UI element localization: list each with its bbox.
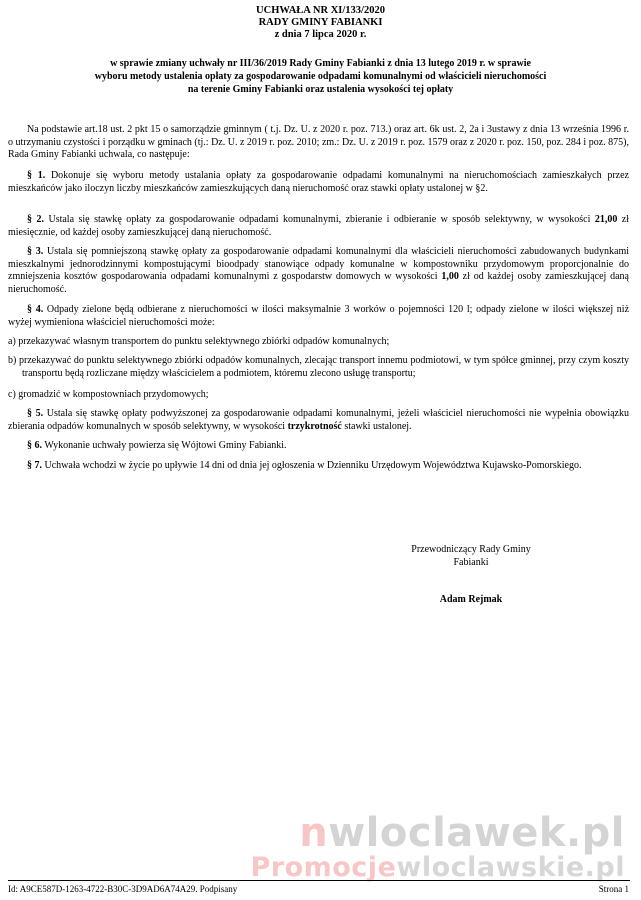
- section-text: Ustala się stawkę opłaty podwyższonej za gospodarowanie odpadami komunalnymi, jeżeli właściciel nieruchomości nie wypełnia obowiązku zbierania odpadów komunalnych w sposób selektywny, w wysokości: [8, 408, 629, 432]
- subject-line: wyboru metody ustalenia opłaty za gospodarowanie odpadami komunalnymi od właścicieli nieruchomości: [94, 71, 547, 82]
- subject-line: na terenie Gminy Fabianki oraz ustalenia wysokości tej opłaty: [187, 84, 454, 95]
- section-text: Dokonuje się wyboru metody ustalania opłaty za gospodarowanie odpadami komunalnymi na nieruchomościach zamieszkałych przez mieszkańców jako iloczyn liczby mieszkańców zamieszkujących daną nieruchomość oraz stawki opłaty ustalonej w §2.: [8, 170, 629, 194]
- section-7: [8, 460, 629, 473]
- section-text: Wykonanie uchwały powierza się Wójtowi Gminy Fabianki.: [44, 440, 287, 451]
- section-text: stawki ustalonej.: [341, 420, 412, 432]
- watermark-accent: n: [299, 810, 329, 856]
- section-mark: § 2.: [27, 214, 44, 225]
- rate-multiplier: trzykrotność: [287, 420, 342, 432]
- watermark-logo: [250, 852, 625, 883]
- section-text: Ustala się stawkę opłaty za gospodarowanie odpadami komunalnymi, zbieranie i odbieranie w sposób selektywny, w wysokości: [48, 214, 595, 225]
- footer-divider: [8, 880, 630, 881]
- watermark-logo: [299, 810, 625, 856]
- signatory-name: Adam Rejmak: [439, 594, 503, 605]
- watermark-accent: Promocje: [250, 852, 397, 883]
- subject-line: w sprawie zmiany uchwały nr III/36/2019 Rady Gminy Fabianki z dnia 13 lutego 2019 r. w sprawie: [110, 58, 531, 69]
- section-mark: § 7.: [27, 460, 42, 471]
- resolution-date: z dnia 7 lipca 2020 r.: [274, 29, 367, 40]
- page-number: Strona 1: [598, 884, 629, 894]
- fee-amount: 1,00: [441, 271, 459, 282]
- resolution-subject: [30, 57, 611, 96]
- fee-amount: 21,00: [594, 214, 618, 225]
- section-text: Ustala się pomniejszoną stawkę opłaty za gospodarowanie odpadami komunalnymi dla właścicieli nieruchomości zabudowanych budynkami mieszkalnymi jednorodzinnymi kompostującymi bioodpady stanowiące odpady komunalne w kompostowniku przydomowym proporcjonalnie do zmniejszenia kosztów gospodarowania odpadami komunalnymi z gospodarstw domowych w wysokości: [8, 246, 630, 282]
- resolution-number: UCHWAŁA NR XI/133/2020: [256, 5, 385, 16]
- section-1: [8, 170, 629, 195]
- list-item: b) przekazywać do punktu selektywnego zbiórki odpadów komunalnych, zlecając transport innemu podmiotowi, w tym spółce gminnej, przy czym koszty transportu będą rozliczane między właścicielem a podmiotem, któremu zlecono usługę transportu;: [8, 355, 629, 379]
- section-mark: § 3.: [27, 246, 44, 257]
- watermark-text: wloclawek.pl: [328, 810, 625, 856]
- list-item: c) gromadzić w kompostowniach przydomowych;: [8, 389, 209, 400]
- preamble: Na podstawie art.18 ust. 2 pkt 15 o samorządzie gminnym ( t.j. Dz. U. z 2020 r. poz. 713.) oraz art. 6k ust. 2, 2a i 3ustawy z dnia 13 września 1996 r. o utrzymaniu czystości i porządku w gminach (tj.: Dz. U. z 2019 r. poz. 2010; zm.: Dz. U. z 2019 r. poz. 1579 oraz z 2020 r. poz. 150, poz. 284 i poz. 875), Rada Gminy Fabianki uchwala, co następuje:: [8, 124, 629, 160]
- watermark-text: wloclawskie.pl: [396, 852, 625, 883]
- section-3: [8, 246, 629, 296]
- council-name: RADY GMINY FABIANKI: [258, 17, 383, 28]
- section-5: [8, 408, 629, 433]
- signature-title: [380, 543, 562, 569]
- section-text: Uchwała wchodzi w życie po upływie 14 dni od dnia jej ogłoszenia w Dzienniku Urzędowym Województwa Kujawsko-Pomorskiego.: [44, 460, 582, 471]
- signature-title-line: Fabianki: [453, 557, 489, 568]
- section-mark: § 1.: [27, 170, 46, 181]
- section-text: zł od każdej osoby zamieszkującej daną nieruchomość.: [8, 271, 629, 295]
- section-mark: § 4.: [27, 304, 44, 315]
- section-mark: § 6.: [27, 440, 42, 451]
- section-mark: § 5.: [27, 408, 44, 419]
- section-4: [8, 304, 629, 329]
- section-6: [8, 440, 629, 453]
- section-2: [8, 214, 629, 239]
- document-id: Id: A9CE587D-1263-4722-B30C-3D9AD6A74A29. Podpisany: [8, 884, 238, 894]
- section-text: zł miesięcznie, od każdej osoby zamieszkującej daną nieruchomość.: [8, 214, 630, 238]
- signature-title-line: Przewodniczący Rady Gminy: [411, 544, 531, 555]
- list-item: a) przekazywać własnym transportem do punktu selektywnego zbiórki odpadów komunalnych;: [8, 336, 390, 347]
- section-text: Odpady zielone będą odbierane z nieruchomości w ilości maksymalnie 3 worków o pojemności 120 l; odpady zielone w ilości większej niż wyżej wymieniona właściciel nieruchomości może:: [8, 304, 630, 328]
